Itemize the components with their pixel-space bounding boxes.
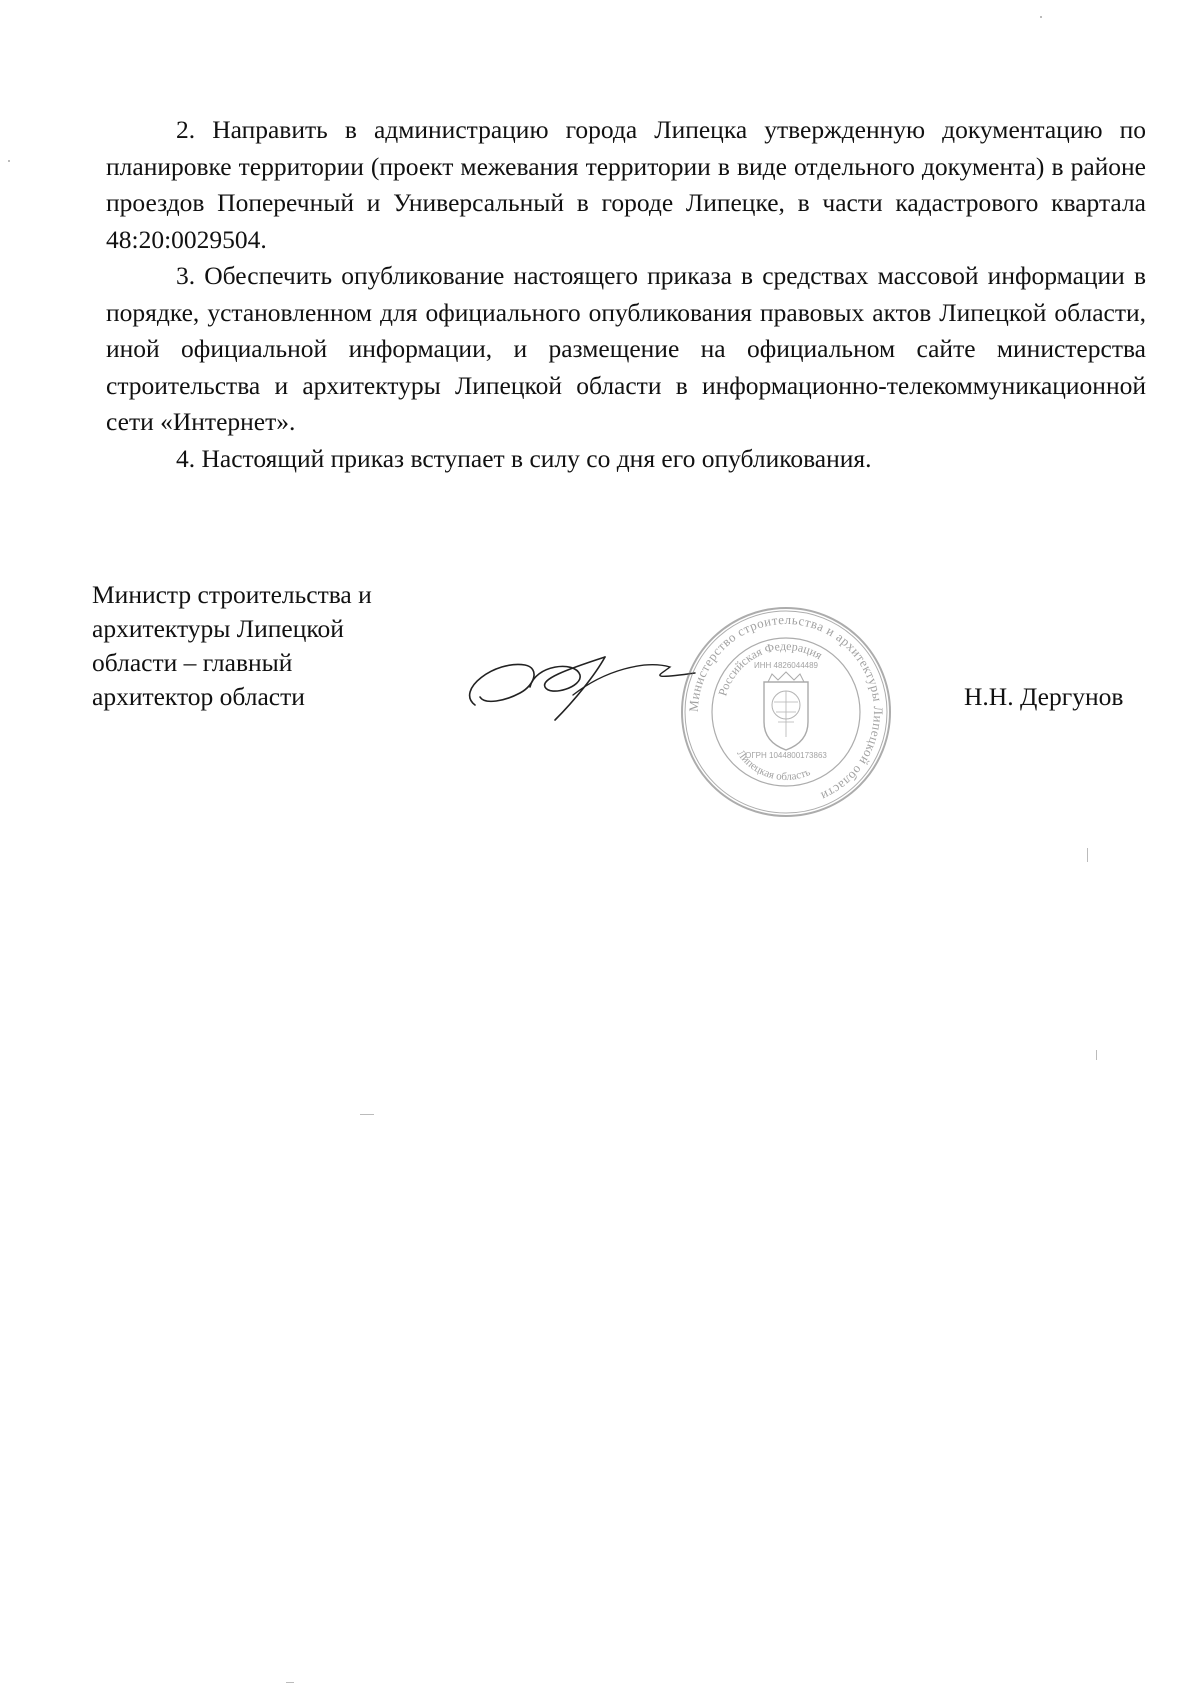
svg-text:ИНН 4826044489: ИНН 4826044489	[753, 661, 819, 670]
svg-text:Липецкая область: Липецкая область	[734, 747, 813, 784]
paragraph-3: 3. Обеспечить опубликование настоящего приказа в средствах массовой информации в порядке, установленном для официального опубликования правовых актов Липецкой области, иной официальной информации, и размещение на официальном сайте министерства строительства и архитектуры Липецкой области в информационно-телекоммуникационной сети «Интернет».	[106, 261, 1146, 436]
signer-title: Министр строительства и архитектуры Липецкой области – главный архитектор области	[92, 580, 372, 711]
scan-speck	[286, 1682, 294, 1683]
scan-speck	[1087, 848, 1088, 862]
official-seal-icon	[676, 602, 896, 822]
scan-speck	[8, 160, 10, 162]
paragraph-4: 4. Настоящий приказ вступает в силу со дня его опубликования.	[176, 443, 872, 473]
svg-text:Российская Федерация: Российская Федерация	[715, 638, 825, 698]
paragraph-2: 2. Направить в администрацию города Липецка утвержденную документацию по планировке территории (проект межевания территории в виде отдельного документа) в районе проездов Поперечный и Универсальный в городе Липецке, в части кадастрового квартала 48:20:0029504.	[106, 115, 1146, 254]
scan-speck	[1096, 1050, 1097, 1060]
svg-text:Министерство строительства и а: Министерство строительства и архитектуры Липецкой области	[685, 611, 887, 805]
scan-speck	[360, 1114, 374, 1115]
svg-text:ОГРН 1044800173863: ОГРН 1044800173863	[745, 751, 827, 760]
signer-name: Н.Н. Дергунов	[964, 682, 1124, 711]
scan-speck	[1040, 16, 1042, 18]
